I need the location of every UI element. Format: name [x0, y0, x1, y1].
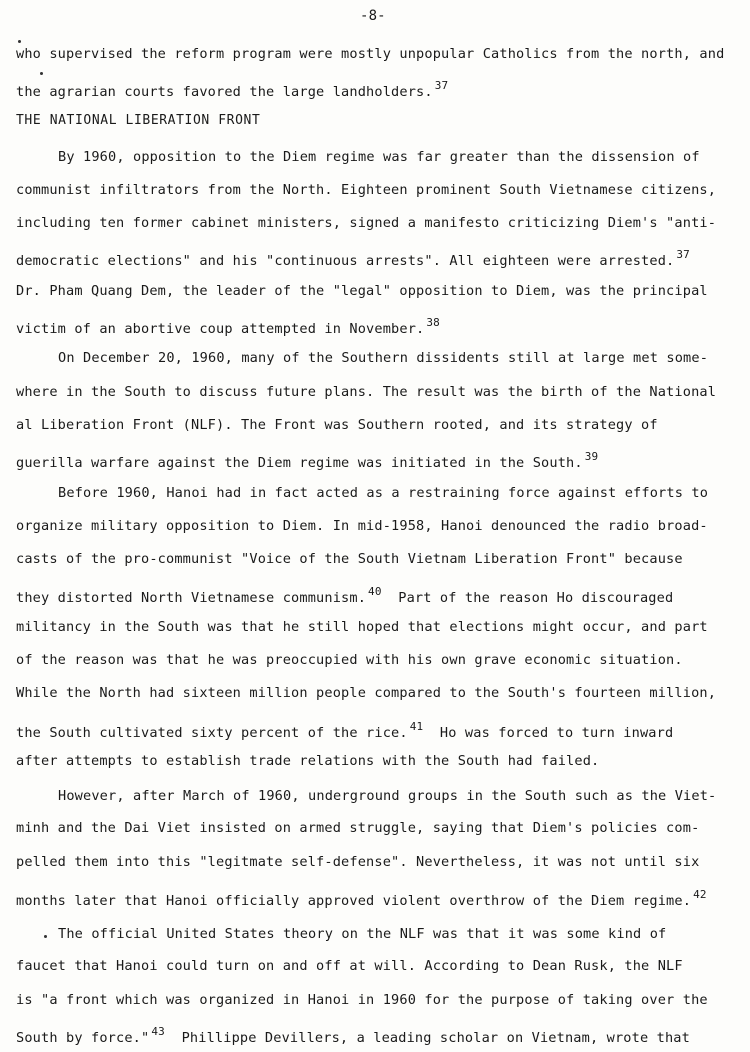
footnote-reference: 37 — [434, 79, 449, 92]
text-line — [16, 248, 690, 269]
text-line — [16, 46, 724, 62]
text-line — [16, 619, 708, 635]
line-text: However, after March of 1960, underground groups in the South such as the Viet- — [58, 788, 717, 804]
text-line — [16, 316, 440, 337]
footnote-reference: 41 — [409, 720, 424, 733]
line-text: The official United States theory on the NLF was that it was some kind of — [58, 926, 667, 942]
text-line — [16, 958, 683, 974]
line-text: they distorted North Vietnamese communism. — [16, 590, 367, 606]
line-text: casts of the pro-communist "Voice of the South Vietnam Liberation Front" because — [16, 551, 683, 567]
footnote-reference: 38 — [426, 316, 440, 329]
line-text-continued: Part of the reason Ho discouraged — [381, 590, 674, 606]
line-text: victim of an abortive coup attempted in November. — [16, 321, 425, 337]
footnote-reference: 39 — [584, 450, 599, 463]
line-text: who supervised the reform program were mostly unpopular Catholics from the north, and — [16, 46, 725, 62]
line-text: On December 20, 1960, many of the Southern dissidents still at large met some- — [58, 350, 709, 366]
text-line — [16, 585, 673, 606]
line-text: of the reason was that he was preoccupied with his own grave economic situation. — [16, 652, 683, 668]
line-text: While the North had sixteen million people compared to the South's fourteen million, — [16, 685, 717, 701]
footnote-reference: 42 — [693, 888, 707, 901]
page-number: -8- — [360, 8, 386, 24]
line-text: after attempts to establish trade relations with the South had failed. — [16, 753, 600, 769]
text-line — [16, 551, 683, 567]
footnote-reference: 37 — [676, 248, 690, 261]
line-text: South by force." — [16, 1030, 150, 1046]
line-text: communist infiltrators from the North. Eighteen prominent South Vietnamese citizens, — [16, 182, 717, 198]
line-text-continued: Phillippe Devillers, a leading scholar on Vietnam, wrote that — [164, 1030, 690, 1046]
text-line — [16, 652, 683, 668]
text-line — [16, 283, 708, 299]
line-text: organize military opposition to Diem. In mid-1958, Hanoi denounced the radio broad- — [16, 518, 708, 534]
text-line — [16, 79, 448, 100]
line-text: THE NATIONAL LIBERATION FRONT — [16, 113, 261, 128]
text-line — [58, 926, 666, 942]
line-text: democratic elections" and his "continuous arrests". All eighteen were arrested. — [16, 253, 675, 269]
text-line — [16, 753, 599, 769]
text-line — [16, 215, 716, 231]
line-text: pelled them into this "legitmate self-defense". Nevertheless, it was not until six — [16, 854, 700, 870]
text-line — [16, 820, 699, 836]
footnote-reference: 43 — [151, 1025, 165, 1038]
line-text: including ten former cabinet ministers, signed a manifesto criticizing Diem's "anti- — [16, 215, 717, 231]
stray-mark — [44, 935, 47, 938]
section-heading — [16, 113, 260, 128]
line-text: the South cultivated sixty percent of the rice. — [16, 725, 408, 741]
line-text-continued: Ho was forced to turn inward — [423, 725, 674, 741]
stray-mark — [40, 72, 43, 75]
text-line — [58, 350, 708, 366]
line-text: is "a front which was organized in Hanoi in 1960 for the purpose of taking over the — [16, 992, 708, 1008]
line-text: the agrarian courts favored the large landholders. — [16, 84, 433, 100]
text-line — [16, 384, 716, 400]
line-text: Dr. Pham Quang Dem, the leader of the "legal" opposition to Diem, was the principal — [16, 283, 708, 299]
text-line — [16, 888, 707, 909]
line-text: faucet that Hanoi could turn on and off at will. According to Dean Rusk, the NLF — [16, 958, 683, 974]
stray-mark — [18, 40, 21, 43]
text-line — [16, 685, 716, 701]
text-line — [16, 182, 716, 198]
line-text: By 1960, opposition to the Diem regime was far greater than the dissension of — [58, 149, 700, 165]
line-text: militancy in the South was that he still hoped that elections might occur, and part — [16, 619, 708, 635]
line-text: guerilla warfare against the Diem regime was initiated in the South. — [16, 455, 583, 471]
text-line — [58, 485, 708, 501]
text-line — [58, 149, 700, 165]
text-line — [16, 417, 658, 433]
line-text: al Liberation Front (NLF). The Front was Southern rooted, and its strategy of — [16, 417, 658, 433]
text-line — [16, 1025, 690, 1046]
footnote-reference: 40 — [368, 585, 382, 598]
line-text: Before 1960, Hanoi had in fact acted as a restraining force against efforts to — [58, 485, 709, 501]
text-line — [16, 992, 708, 1008]
line-text: where in the South to discuss future plans. The result was the birth of the National — [16, 384, 717, 400]
text-line — [16, 450, 598, 471]
line-text: months later that Hanoi officially approved violent overthrow of the Diem regime. — [16, 893, 692, 909]
line-text: minh and the Dai Viet insisted on armed struggle, saying that Diem's policies com- — [16, 820, 700, 836]
text-line — [16, 720, 673, 741]
text-line — [58, 788, 716, 804]
text-line — [16, 854, 699, 870]
text-line — [16, 518, 708, 534]
